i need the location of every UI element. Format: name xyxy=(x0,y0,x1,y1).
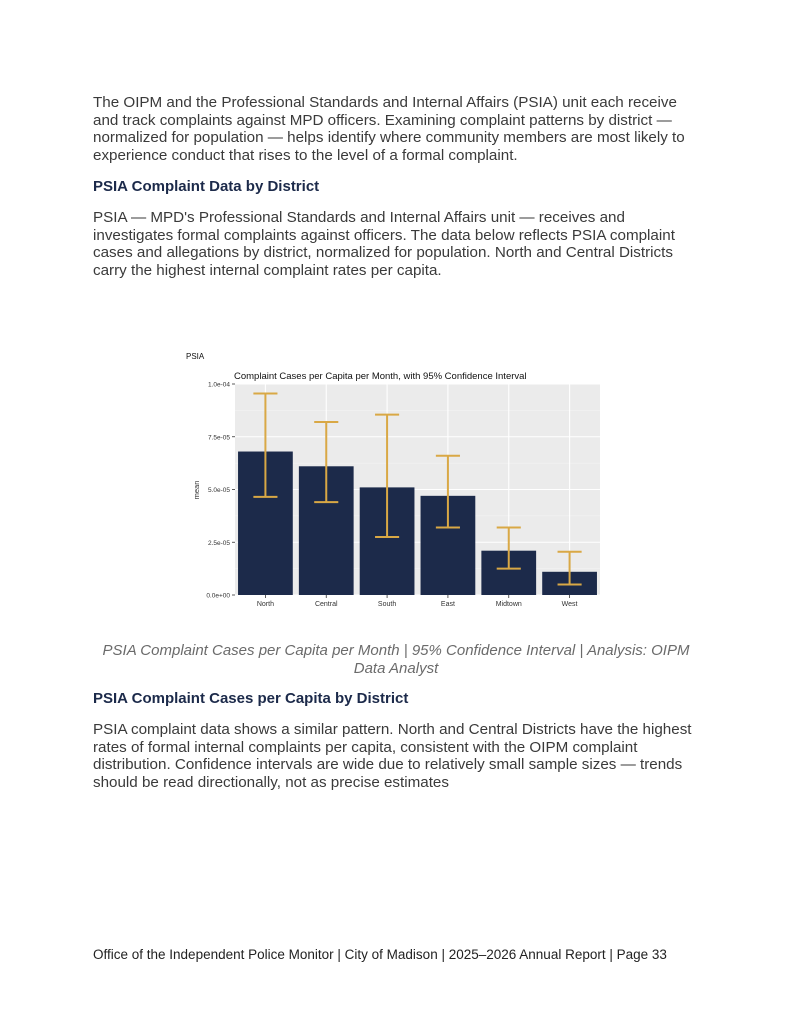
chart-y-tick-label: 5.0e-05 xyxy=(207,487,230,494)
section-heading-psia-per-capita: PSIA Complaint Cases per Capita by District xyxy=(93,690,409,707)
chart-x-tick-label-central: Central xyxy=(314,601,338,608)
chart-x-tick-label-east: East xyxy=(440,601,455,608)
chart-x-tick-label-midtown: Midtown xyxy=(495,601,522,608)
chart-x-tick-label-west: West xyxy=(561,601,578,608)
chart-title: Complaint Cases per Capita per Month, with 95% Confidence Interval xyxy=(234,371,527,382)
chart-x-tick-label-north: North xyxy=(256,601,274,608)
chart-y-tick-label: 1.0e-04 xyxy=(207,381,230,389)
chart-svg xyxy=(180,346,610,628)
section-heading-psia-by-district: PSIA Complaint Data by District xyxy=(93,178,320,195)
chart-x-tick-label-south: South xyxy=(377,601,397,608)
figure-caption: PSIA Complaint Cases per Capita per Month | 95% Confidence Interval | Analysis: OIPM Data Analyst xyxy=(102,642,690,677)
chart-y-tick-label: 7.5e-05 xyxy=(207,434,230,442)
intro-paragraph: The OIPM and the Professional Standards and Internal Affairs (PSIA) unit each receive and track complaints against MPD officers. Examining complaint patterns by district — normalized for population — helps identify where community members are most likely to experience conduct that rises to the level of a formal complaint. xyxy=(93,94,685,164)
chart-x-ticks xyxy=(257,595,578,608)
chart-y-axis-label: mean xyxy=(192,480,201,500)
chart-panel-label: PSIA xyxy=(186,352,205,361)
section-body-psia-by-district: PSIA — MPD's Professional Standards and Internal Affairs unit — receives and investigates formal complaints against officers. The data below reflects PSIA complaint cases and allegations by district, normalized for population. North and Central Districts carry the highest internal complaint rates per capita. xyxy=(93,209,675,279)
chart-y-ticks xyxy=(206,382,235,600)
page-footer: Office of the Independent Police Monitor | City of Madison | 2025–2026 Annual Report | Page 33 xyxy=(93,947,667,962)
chart-y-tick-label: 2.5e-05 xyxy=(207,539,230,547)
section-body-psia-per-capita: PSIA complaint data shows a similar pattern. North and Central Districts have the highest rates of formal internal complaints per capita, consistent with the OIPM complaint distribution. Confidence intervals are wide due to relatively small sample sizes — trends should be read directionally, not as precise estimates xyxy=(93,721,692,791)
chart-y-tick-label: 0.0e+00 xyxy=(206,592,230,600)
psia-chart xyxy=(180,346,610,628)
